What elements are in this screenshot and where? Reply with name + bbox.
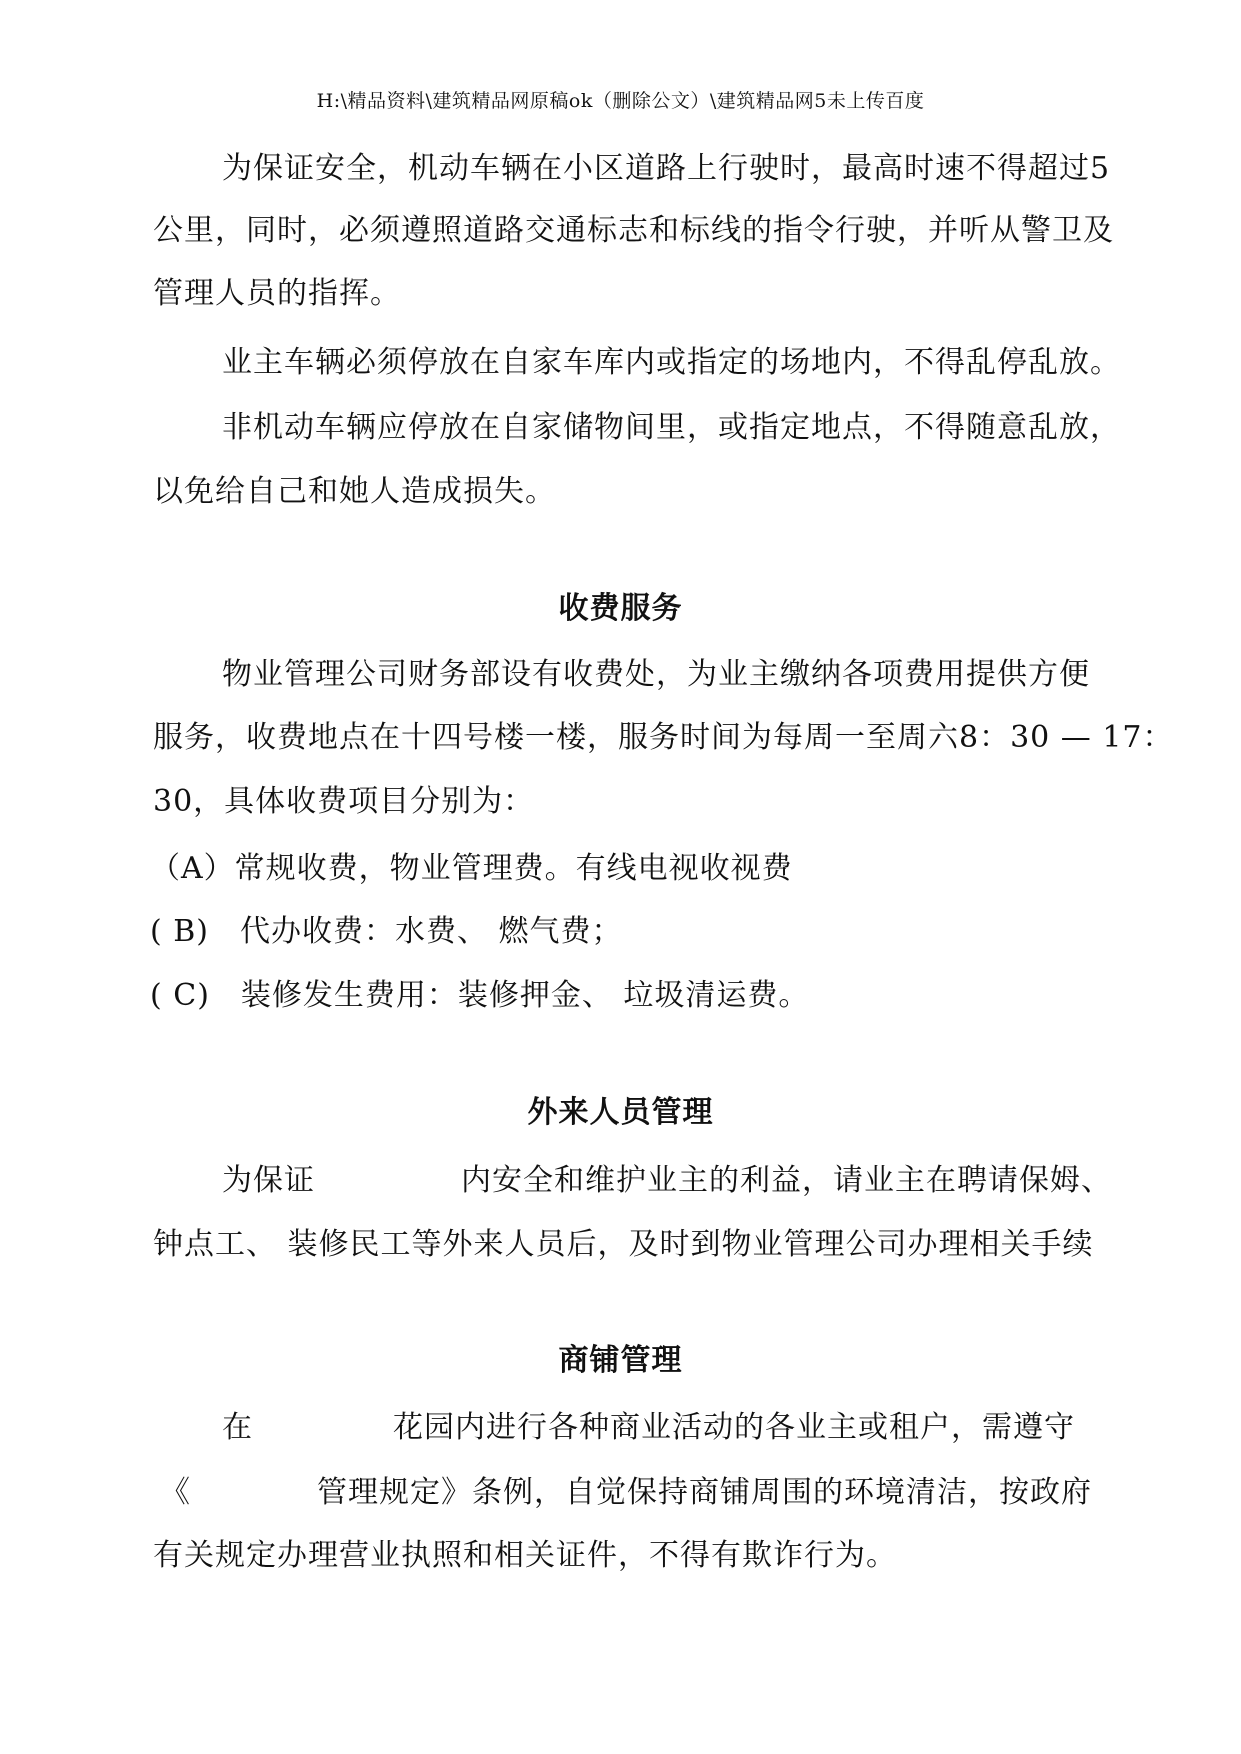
visitors-line-1-part-b: 内安全和维护业主的利益，请业主在聘请保姆、 xyxy=(461,1163,1112,1198)
visitors-line-1-part-a: 为保证 xyxy=(222,1163,315,1198)
visitors-section-title: 外来人员管理 xyxy=(527,1095,714,1130)
fees-paragraph-line-2: 服务，收费地点在十四号楼一楼，服务时间为每周一至周六8：30 — 17： xyxy=(153,720,1174,755)
shops-line-1-part-a: 在 xyxy=(222,1410,253,1445)
traffic-paragraph-1-line-3: 管理人员的指挥。 xyxy=(153,276,401,311)
file-path-header: H:\精品资料\建筑精品网原稿ok（删除公文）\建筑精品网5未上传百度 xyxy=(316,90,925,112)
fee-item-c: ( C) 装修发生费用：装修押金、 垃圾清运费。 xyxy=(150,978,810,1013)
traffic-paragraph-3-line-1: 非机动车辆应停放在自家储物间里，或指定地点，不得随意乱放， xyxy=(222,410,1121,445)
shops-paragraph-line-2 xyxy=(160,1467,1092,1511)
visitors-paragraph-line-1 xyxy=(222,1155,1112,1199)
shops-section-title: 商铺管理 xyxy=(558,1343,683,1378)
fee-item-b: ( B) 代办收费：水费、 燃气费； xyxy=(150,914,623,949)
traffic-paragraph-1-line-1: 为保证安全，机动车辆在小区道路上行驶时，最高时速不得超过5 xyxy=(222,151,1111,186)
fees-paragraph-line-3: 30，具体收费项目分别为： xyxy=(153,784,535,819)
fee-item-a: （A）常规收费，物业管理费。有线电视收视费 xyxy=(150,851,793,886)
shops-paragraph-line-3: 有关规定办理营业执照和相关证件，不得有欺诈行为。 xyxy=(153,1538,897,1573)
traffic-paragraph-1-line-2: 公里，同时，必须遵照道路交通标志和标线的指令行驶，并听从警卫及 xyxy=(153,213,1114,248)
shops-line-2-part-a: 《 xyxy=(160,1475,191,1510)
shops-paragraph-line-1 xyxy=(222,1402,1075,1446)
visitors-paragraph-line-2: 钟点工、 装修民工等外来人员后，及时到物业管理公司办理相关手续 xyxy=(153,1227,1094,1262)
fees-paragraph-line-1: 物业管理公司财务部设有收费处，为业主缴纳各项费用提供方便 xyxy=(222,657,1090,692)
fees-section-title: 收费服务 xyxy=(558,591,683,626)
traffic-paragraph-2: 业主车辆必须停放在自家车库内或指定的场地内，不得乱停乱放。 xyxy=(222,345,1121,380)
shops-line-2-part-b: 管理规定》条例，自觉保持商铺周围的环境清洁，按政府 xyxy=(317,1475,1092,1510)
shops-line-1-part-b: 花园内进行各种商业活动的各业主或租户，需遵守 xyxy=(393,1410,1075,1445)
traffic-paragraph-3-line-2: 以免给自己和她人造成损失。 xyxy=(153,474,556,509)
